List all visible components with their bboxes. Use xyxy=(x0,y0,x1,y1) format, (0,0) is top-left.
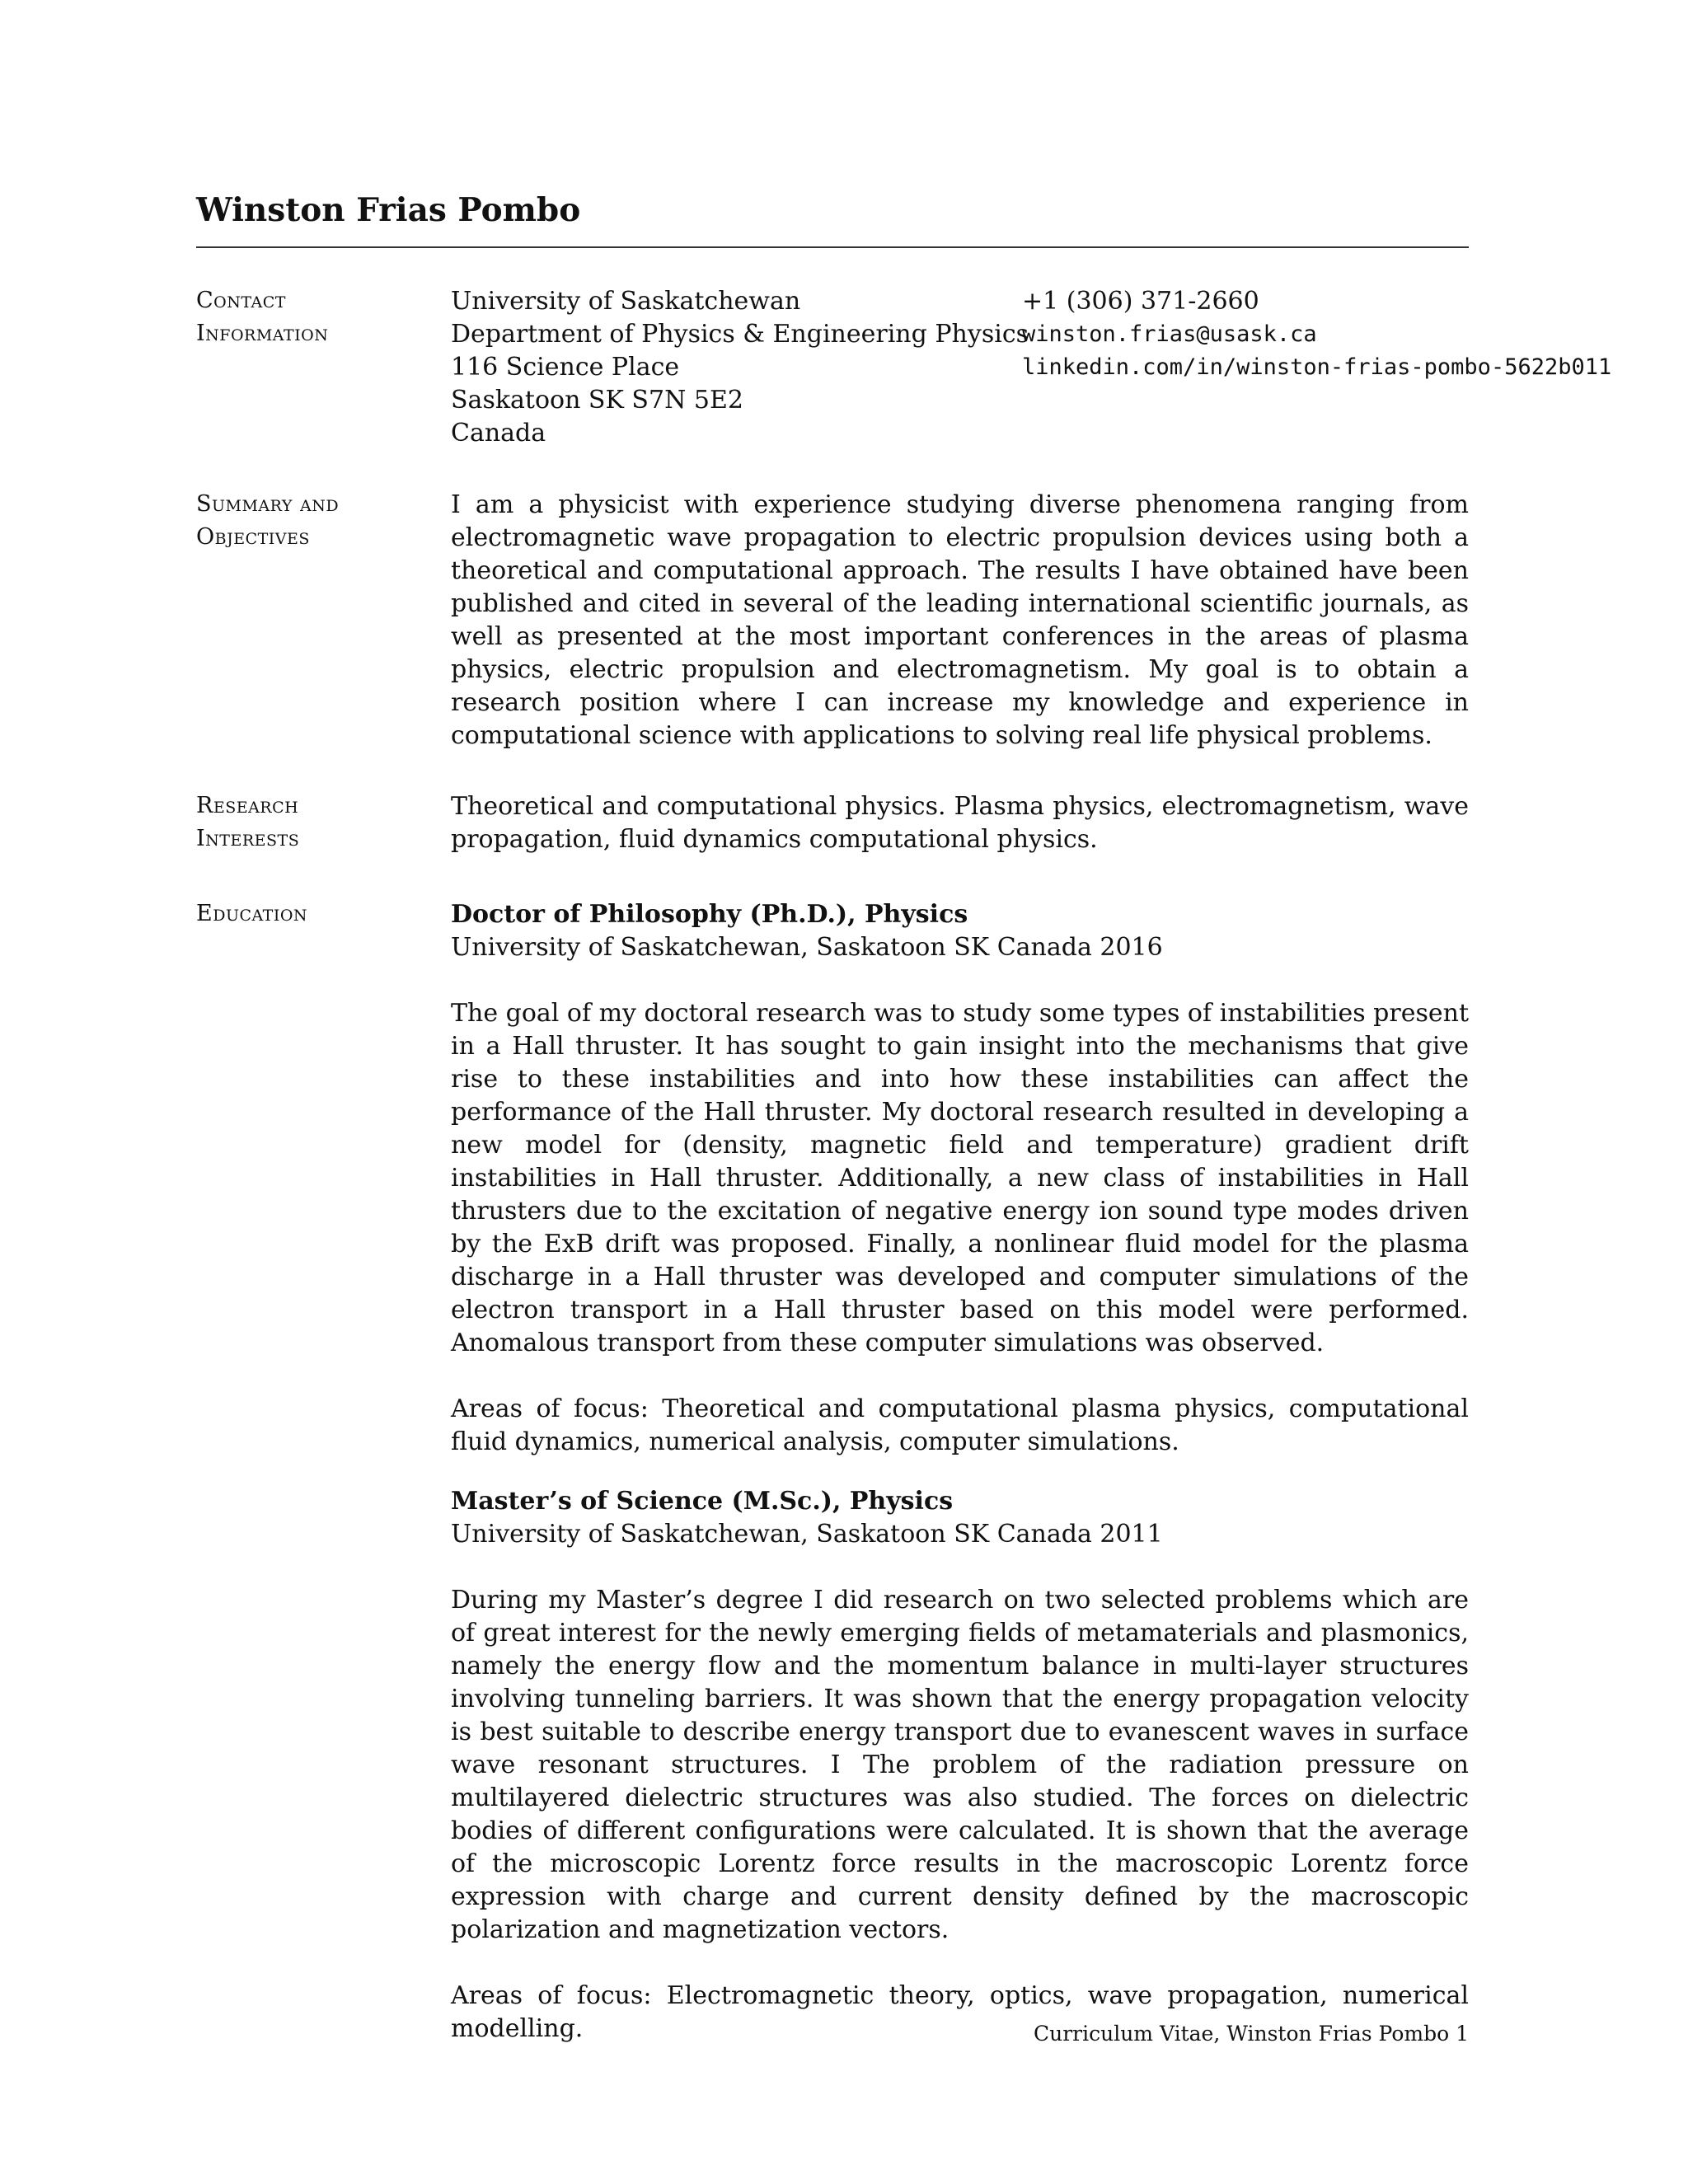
address-line: Canada xyxy=(451,419,546,448)
msc-description: During my Master’s degree I did research on two selected problems which are of great interest for the newly emerging fields of metamaterials and plasmonics, namely the energy flow and the momentum balance in multi-layer structures involving tunneling barriers. It was shown that the energy propagation velocity is best suitable to describe energy transport due to evanescent waves in surface wave resonant structures. I The problem of the radiation pressure on multilayered dielectric structures was also studied. The forces on dielectric bodies of different configurations were calculated. It is shown that the average of the microscopic Lorentz force results in the macroscopic Lorentz force expression with charge and current density defined by the macroscopic polarization and magnetization vectors. xyxy=(451,1586,1469,1944)
research-paragraph: Theoretical and computational physics. Plasma physics, electromagnetism, wave propagation, fluid dynamics computational physics. xyxy=(451,792,1469,854)
education-label-text: Education xyxy=(196,901,308,926)
address-line: Saskatoon SK S7N 5E2 xyxy=(451,386,743,415)
msc-focus: Areas of focus: Electromagnetic theory, optics, wave propagation, numerical modelling. xyxy=(451,1981,1469,2043)
phd-description: The goal of my doctoral research was to study some types of instabilities present in a Hall thruster. It has sought to gain insight into the mechanisms that give rise to these instabilities and into how these instabilities can affect the performance of the Hall thruster. My doctoral research resulted in developing a new model for (density, magnetic field and temperature) gradient drift instabilities in Hall thruster. Additionally, a new class of instabilities in Hall thrusters due to the excitation of negative energy ion sound type modes driven by the ExB drift was proposed. Finally, a nonlinear fluid model for the plasma discharge in a Hall thruster was developed and computer simulations of the electron transport in a Hall thruster based on this model were performed. Anomalous transport from these computer simulations was observed. xyxy=(451,999,1470,1357)
research-label xyxy=(196,790,427,855)
header-rule xyxy=(196,246,1469,248)
contact-label-line2: Information xyxy=(196,321,329,346)
email-link[interactable]: winston.frias@usask.ca xyxy=(1022,321,1317,347)
education-content xyxy=(451,898,1469,2046)
contact-details xyxy=(1022,285,1611,384)
summary-label-line1: Summary and xyxy=(196,491,340,517)
research-text xyxy=(451,790,1469,856)
summary-label-line2: Objectives xyxy=(196,524,310,550)
page-footer: Curriculum Vitae, Winston Frias Pombo 1 xyxy=(1033,2022,1469,2046)
address-line: University of Saskatchewan xyxy=(451,287,801,316)
msc-degree: Master’s of Science (M.Sc.), Physics xyxy=(451,1487,954,1516)
summary-paragraph: I am a physicist with experience studying diverse phenomena ranging from electromagnetic wave propagation to electric propulsion devices using both a theoretical and computational approach. The results I have obtained have been published and cited in several of the leading international scientific journals, as well as presented at the most important conferences in the areas of plasma physics, electric propulsion and electromagnetism. My goal is to obtain a research position where I can increase my knowledge and experience in computational science with applications to solving real life physical problems. xyxy=(451,490,1469,750)
research-label-line1: Research xyxy=(196,793,299,818)
education-label xyxy=(196,898,427,930)
address-line: Department of Physics & Engineering Physics xyxy=(451,320,1029,349)
contact-label xyxy=(196,284,427,350)
summary-text xyxy=(451,489,1469,752)
linkedin-link[interactable]: linkedin.com/in/winston-frias-pombo-5622b011 xyxy=(1022,354,1612,380)
phone-number: +1 (306) 371-2660 xyxy=(1022,287,1259,316)
phd-institution: University of Saskatchewan, Saskatoon SK Canada 2016 xyxy=(451,933,1163,962)
phd-degree: Doctor of Philosophy (Ph.D.), Physics xyxy=(451,900,968,929)
address-line: 116 Science Place xyxy=(451,353,680,382)
research-label-line2: Interests xyxy=(196,826,300,851)
cv-name: Winston Frias Pombo xyxy=(196,191,581,229)
phd-focus: Areas of focus: Theoretical and computational plasma physics, computational fluid dynamics, numerical analysis, computer simulations. xyxy=(451,1394,1469,1456)
contact-label-line1: Contact xyxy=(196,288,286,313)
summary-label xyxy=(196,488,427,554)
msc-institution: University of Saskatchewan, Saskatoon SK Canada 2011 xyxy=(451,1520,1163,1549)
